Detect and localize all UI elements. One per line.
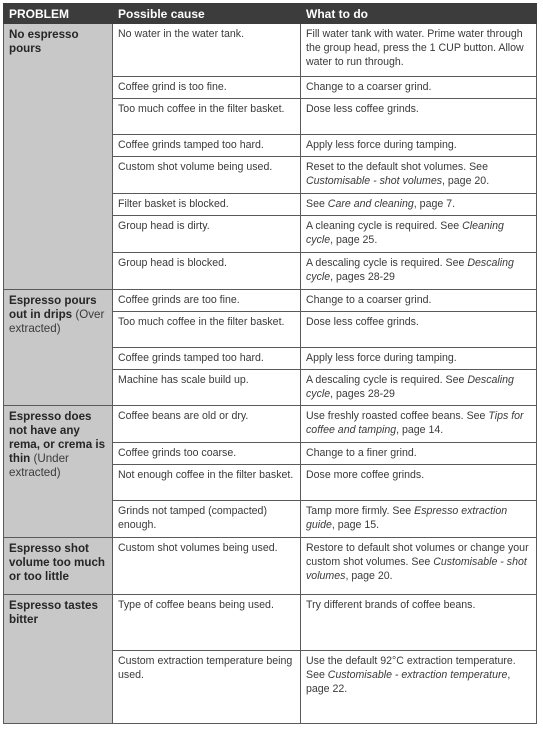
todo-text: Dose less coffee grinds.	[306, 316, 419, 328]
problem-note: (Over extracted)	[9, 308, 105, 335]
cause-cell: No water in the water tank.	[113, 24, 301, 77]
todo-text: Apply less force during tamping.	[306, 139, 457, 151]
problem-title: No espresso pours	[9, 28, 79, 55]
reference-link-text: Descaling cycle	[306, 257, 514, 283]
todo-text: , page 20.	[442, 175, 490, 187]
todo-text: A cleaning cycle is required. See	[306, 220, 463, 232]
cause-cell: Grinds not tamped (compacted) enough.	[113, 501, 301, 538]
todo-cell	[301, 370, 537, 406]
todo-text: See	[306, 198, 328, 210]
todo-text: , pages 28-29	[330, 271, 395, 283]
problem-note: (Under extracted)	[9, 452, 69, 479]
reference-link-text: Descaling cycle	[306, 374, 514, 400]
reference-link-text: Espresso extraction guide	[306, 505, 508, 531]
table-row	[4, 290, 537, 312]
todo-cell	[301, 24, 537, 77]
cause-cell: Coffee grind is too fine.	[113, 77, 301, 99]
problem-cell	[4, 24, 113, 290]
todo-text: , page 25.	[330, 234, 378, 246]
cause-cell: Coffee grinds tamped too hard.	[113, 135, 301, 157]
todo-text: Reset to the default shot volumes. See	[306, 161, 488, 173]
todo-text: Tamp more firmly. See	[306, 505, 415, 517]
cause-cell: Group head is dirty.	[113, 216, 301, 253]
cause-cell: Group head is blocked.	[113, 253, 301, 290]
header-what-to-do: What to do	[301, 4, 537, 24]
todo-text: , page 20.	[345, 570, 393, 582]
todo-text: Change to a finer grind.	[306, 447, 417, 459]
todo-text: Restore to default shot volumes or change your custom shot volumes. See	[306, 542, 529, 568]
todo-text: A descaling cycle is required. See	[306, 257, 468, 269]
header-row	[4, 4, 537, 24]
todo-cell	[301, 157, 537, 194]
table-body	[4, 24, 537, 724]
cause-cell: Not enough coffee in the filter basket.	[113, 465, 301, 501]
table-row	[4, 406, 537, 443]
reference-link-text: Cleaning cycle	[306, 220, 504, 246]
problem-title: Espresso tastes bitter	[9, 599, 98, 626]
todo-cell	[301, 312, 537, 348]
table-row	[4, 538, 537, 595]
cause-cell: Custom shot volumes being used.	[113, 538, 301, 595]
problem-cell	[4, 406, 113, 538]
reference-link-text: Tips for coffee and tamping	[306, 410, 524, 436]
cause-cell: Too much coffee in the filter basket.	[113, 99, 301, 135]
todo-cell	[301, 406, 537, 443]
cause-cell: Type of coffee beans being used.	[113, 595, 301, 651]
todo-text: Change to a coarser grind.	[306, 81, 432, 93]
todo-cell	[301, 443, 537, 465]
todo-text: Apply less force during tamping.	[306, 352, 457, 364]
cause-cell: Filter basket is blocked.	[113, 194, 301, 216]
cause-cell: Machine has scale build up.	[113, 370, 301, 406]
todo-cell	[301, 216, 537, 253]
problem-cell	[4, 538, 113, 595]
todo-text: A descaling cycle is required. See	[306, 374, 468, 386]
todo-text: Change to a coarser grind.	[306, 294, 432, 306]
todo-cell	[301, 465, 537, 501]
todo-cell	[301, 348, 537, 370]
todo-cell	[301, 77, 537, 99]
problem-title: Espresso pours out in drips	[9, 294, 97, 321]
reference-link-text: Customisable - extraction temperature	[327, 669, 508, 681]
problem-title: Espresso does not have any rema, or crema is thin	[9, 410, 106, 465]
troubleshooting-table	[3, 3, 537, 724]
todo-cell	[301, 595, 537, 651]
cause-cell: Coffee grinds too coarse.	[113, 443, 301, 465]
todo-cell	[301, 135, 537, 157]
todo-cell	[301, 538, 537, 595]
todo-text: Dose less coffee grinds.	[306, 103, 419, 115]
todo-text: Dose more coffee grinds.	[306, 469, 425, 481]
cause-cell: Coffee grinds tamped too hard.	[113, 348, 301, 370]
todo-text: Use the default 92°C extraction temperature. See	[306, 655, 516, 681]
cause-cell: Too much coffee in the filter basket.	[113, 312, 301, 348]
table-row	[4, 595, 537, 651]
problem-title: Espresso shot volume too much or too little	[9, 542, 105, 583]
todo-cell	[301, 501, 537, 538]
todo-cell	[301, 194, 537, 216]
problem-cell	[4, 595, 113, 724]
cause-cell: Custom shot volume being used.	[113, 157, 301, 194]
todo-text: Fill water tank with water. Prime water through the group head, press the 1 CUP button. Allow water to run through.	[306, 28, 524, 68]
todo-cell	[301, 651, 537, 724]
cause-cell: Coffee grinds are too fine.	[113, 290, 301, 312]
problem-cell	[4, 290, 113, 406]
reference-link-text: Customisable - shot volumes	[306, 556, 527, 582]
todo-text: , pages 28-29	[330, 388, 395, 400]
todo-text: , page 22.	[306, 669, 511, 695]
header-possible-cause: Possible cause	[113, 4, 301, 24]
reference-link-text: Customisable - shot volumes	[306, 175, 443, 187]
todo-text: , page 14.	[396, 424, 444, 436]
todo-text: , page 15.	[331, 519, 380, 531]
todo-text: , page 7.	[413, 198, 456, 210]
todo-cell	[301, 253, 537, 290]
table-row	[4, 24, 537, 77]
todo-cell	[301, 290, 537, 312]
todo-cell	[301, 99, 537, 135]
todo-text: Try different brands of coffee beans.	[306, 599, 476, 611]
cause-cell: Coffee beans are old or dry.	[113, 406, 301, 443]
todo-text: Use freshly roasted coffee beans. See	[306, 410, 489, 422]
reference-link-text: Care and cleaning	[327, 198, 414, 210]
header-problem: PROBLEM	[4, 4, 113, 24]
cause-cell: Custom extraction temperature being used.	[113, 651, 301, 724]
